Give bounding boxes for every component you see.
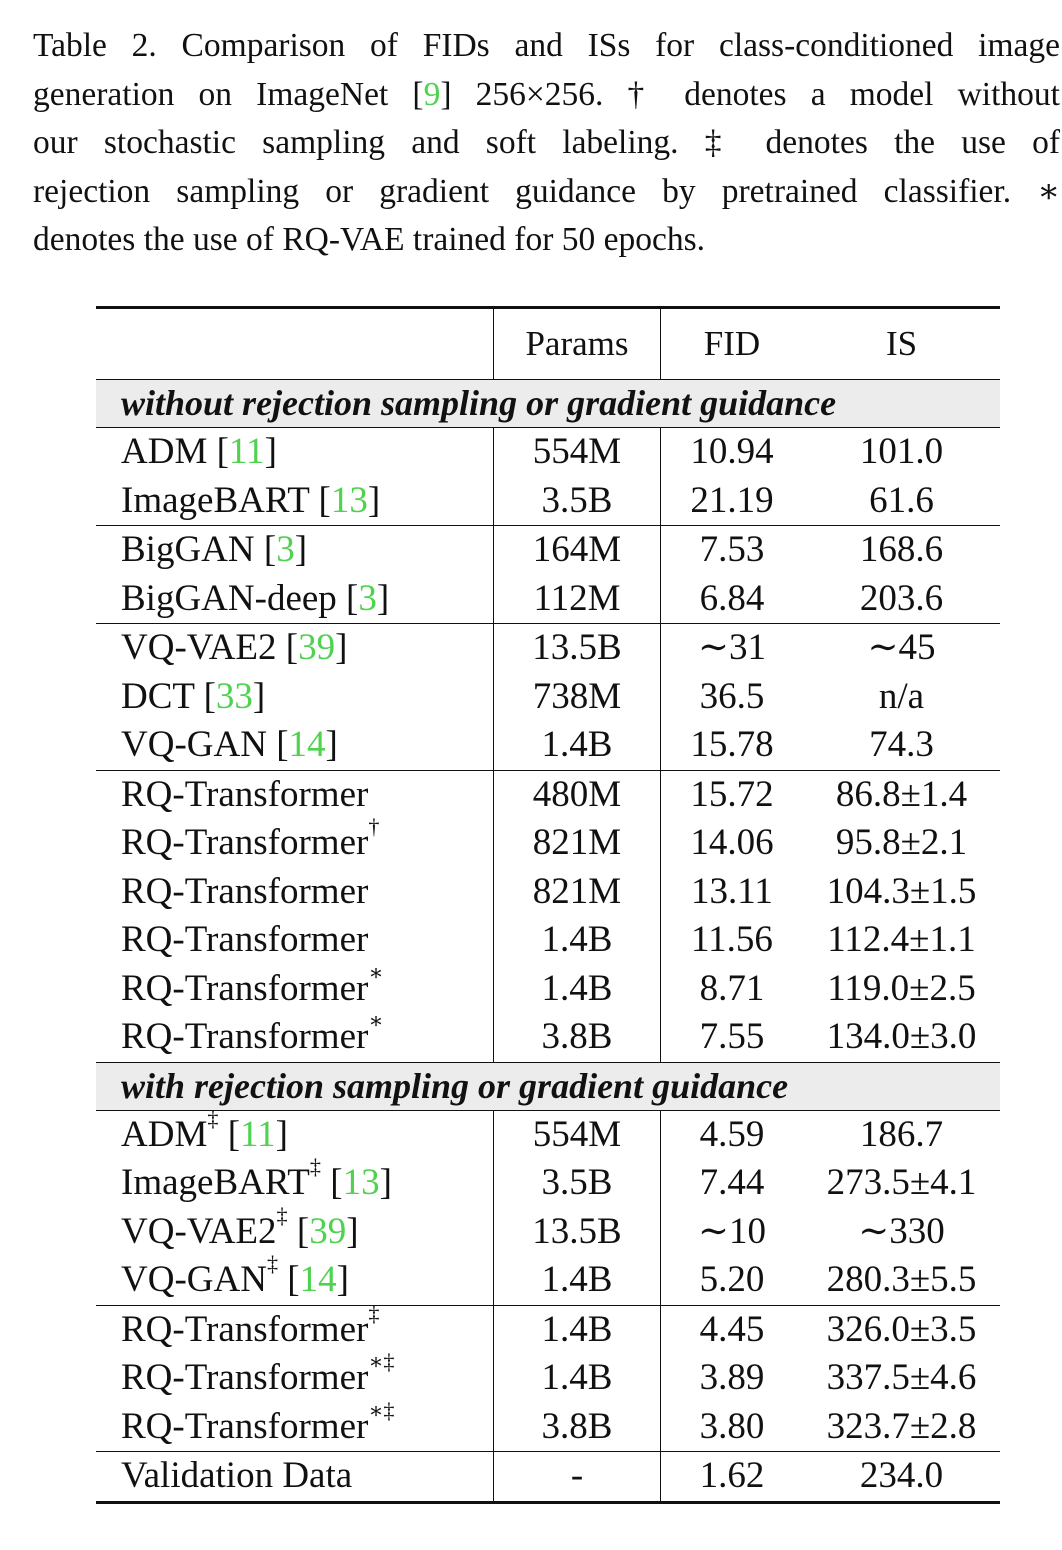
table-row: [96, 819, 1000, 868]
fid-cell: 21.19: [690, 479, 774, 521]
table-row: [96, 624, 1000, 673]
params-cell: 738M: [494, 673, 661, 722]
table-row: [96, 868, 1000, 917]
citation-link[interactable]: 14: [299, 1259, 337, 1300]
table-row: [96, 1256, 1000, 1305]
caption-line-2: generation on ImageNet [9] 256×256. † denotes a model without: [33, 75, 1060, 113]
fid-cell: 3.89: [699, 1357, 765, 1398]
fid-cell: ∼10: [697, 1210, 766, 1252]
model-name: VQ-VAE2: [121, 627, 277, 668]
fid-cell: 10.94: [690, 431, 774, 472]
header-is: IS: [885, 324, 918, 363]
model-superscript: ∗: [368, 1008, 384, 1034]
section-title: without rejection sampling or gradient guidance: [96, 380, 1000, 428]
fid-cell: 15.72: [661, 770, 804, 819]
fid-cell: 7.55: [699, 1016, 765, 1057]
table-row: [96, 575, 1000, 624]
model-name: Validation Data: [121, 1455, 353, 1496]
is-cell: 234.0: [803, 1452, 1000, 1503]
model-name-cell: ImageBART‡ [13]: [121, 1154, 392, 1203]
results-table: [96, 306, 1000, 1504]
table-row: [96, 721, 1000, 770]
table-row: [96, 1305, 1000, 1354]
model-name-cell: [96, 868, 494, 917]
model-name: ImageBART: [121, 479, 310, 521]
model-superscript: †: [368, 814, 380, 840]
model-name-cell: BigGAN-deep [3]: [121, 577, 390, 619]
is-cell: 323.7±2.8: [826, 1405, 977, 1447]
citation-link[interactable]: 3: [358, 577, 377, 619]
model-superscript: ‡: [276, 1202, 288, 1228]
model-name-cell: ADM [11]: [121, 431, 277, 472]
model-name: VQ-GAN: [121, 1259, 267, 1300]
params-cell: 1.4B: [494, 721, 661, 770]
params-cell: 821M: [494, 819, 661, 868]
fid-cell: 5.20: [699, 1259, 765, 1300]
model-superscript: ‡: [309, 1154, 321, 1180]
params-cell: 1.4B: [494, 1256, 661, 1305]
table-row: [96, 526, 1000, 575]
table-body: [96, 380, 1000, 1503]
is-cell: 112.4±1.1: [827, 919, 976, 960]
model-name: RQ-Transformer: [121, 870, 369, 912]
fid-cell: 4.59: [699, 1113, 765, 1155]
params-cell: 112M: [494, 575, 661, 624]
model-name-cell: [96, 916, 494, 965]
model-name: RQ-Transformer: [121, 822, 369, 863]
model-superscript: ∗‡: [368, 1349, 395, 1375]
params-cell: 3.8B: [494, 1403, 661, 1452]
model-superscript: ‡: [368, 1300, 380, 1326]
section-header-row: [96, 380, 1000, 428]
citation-link[interactable]: 39: [298, 627, 336, 668]
caption-line-3: our stochastic sampling and soft labeling. ‡ denotes the use of: [33, 124, 1060, 161]
fid-cell: 11.56: [691, 919, 773, 960]
model-superscript: ‡: [266, 1251, 279, 1277]
is-cell: n/a: [878, 675, 925, 717]
caption-line-1: Table 2. Comparison of FIDs and ISs for class-conditioned image: [33, 27, 1060, 64]
params-cell: 13.5B: [494, 624, 661, 673]
model-superscript: ∗: [368, 959, 384, 985]
table-row: [96, 965, 1000, 1014]
model-name-cell: [96, 1452, 494, 1503]
model-name: BigGAN-deep: [121, 577, 337, 619]
is-cell: ∼45: [803, 624, 1000, 673]
model-name: RQ-Transformer: [121, 1016, 369, 1057]
fid-cell: 14.06: [690, 822, 774, 863]
params-cell: 3.8B: [494, 1013, 661, 1062]
model-name-cell: [96, 1300, 494, 1354]
header-model: [96, 308, 494, 380]
table-row: [96, 916, 1000, 965]
model-superscript: ‡: [207, 1105, 219, 1131]
fid-cell: 15.78: [690, 724, 774, 765]
params-cell: 164M: [494, 526, 661, 575]
model-name-cell: VQ-GAN‡ [14]: [121, 1251, 349, 1300]
is-cell: 119.0±2.5: [827, 967, 976, 1009]
fid-cell: ∼31: [661, 624, 804, 673]
fid-cell: 7.53: [661, 526, 804, 575]
params-cell: 554M: [494, 1110, 661, 1159]
is-cell: 86.8±1.4: [803, 770, 1000, 819]
model-name: DCT: [121, 675, 195, 717]
fid-cell: 1.62: [661, 1452, 804, 1503]
fid-cell: 3.80: [699, 1405, 765, 1447]
model-name: RQ-Transformer: [121, 967, 369, 1009]
is-cell: 168.6: [803, 526, 1000, 575]
model-name-cell: DCT [33]: [121, 675, 266, 717]
params-cell: 1.4B: [494, 965, 661, 1014]
citation-link[interactable]: 11: [240, 1113, 276, 1155]
citation-link[interactable]: 13: [330, 479, 368, 521]
params-cell: 1.4B: [494, 1305, 661, 1354]
params-cell: 821M: [494, 868, 661, 917]
model-name-cell: VQ-GAN [14]: [121, 724, 338, 765]
model-name-cell: [96, 770, 494, 819]
model-name: BigGAN: [121, 529, 255, 570]
citation-link[interactable]: 39: [309, 1210, 347, 1252]
table-header-row: [96, 308, 1000, 380]
table-row: [96, 1403, 1000, 1452]
model-name-cell: [96, 1008, 494, 1062]
table-row: [96, 477, 1000, 526]
table-row: [96, 770, 1000, 819]
citation-link[interactable]: 3: [276, 529, 295, 570]
model-name-cell: BigGAN [3]: [96, 526, 494, 575]
params-cell: 480M: [494, 770, 661, 819]
citation-link[interactable]: 33: [215, 675, 253, 717]
model-name-cell: [96, 959, 494, 1014]
is-cell: 74.3: [869, 724, 934, 765]
citation-link[interactable]: 14: [288, 724, 326, 765]
params-cell: -: [494, 1452, 661, 1503]
params-cell: 554M: [494, 428, 661, 477]
table-row: [96, 428, 1000, 477]
table-row: [96, 1159, 1000, 1208]
table-row: [96, 1208, 1000, 1257]
params-cell: 13.5B: [494, 1208, 661, 1257]
params-cell: 1.4B: [494, 1354, 661, 1403]
is-cell: 280.3±5.5: [826, 1259, 977, 1300]
model-name-cell: ADM‡ [11]: [121, 1105, 288, 1155]
model-superscript: ∗‡: [368, 1397, 395, 1423]
model-name-cell: [96, 1349, 494, 1403]
table-caption: [33, 22, 1062, 265]
model-name-cell: VQ-VAE2‡ [39]: [121, 1202, 359, 1252]
is-cell: 186.7: [859, 1113, 944, 1155]
fid-cell: 8.71: [699, 967, 765, 1009]
params-cell: 3.5B: [494, 1159, 661, 1208]
model-name-cell: VQ-VAE2 [39]: [96, 624, 494, 673]
section-title: with rejection sampling or gradient guidance: [96, 1062, 1000, 1110]
model-name: VQ-VAE2: [121, 1210, 277, 1252]
model-name-cell: ImageBART [13]: [121, 479, 381, 521]
model-name: RQ-Transformer: [121, 1308, 369, 1350]
is-cell: 203.6: [859, 577, 944, 619]
model-name: RQ-Transformer: [121, 919, 369, 960]
is-cell: 273.5±4.1: [826, 1162, 977, 1203]
fid-cell: 4.45: [661, 1305, 804, 1354]
model-name: ADM: [121, 431, 208, 472]
model-name: ImageBART: [121, 1162, 310, 1203]
table-row: [96, 673, 1000, 722]
caption-line-5: denotes the use of RQ-VAE trained for 50 epochs.: [33, 221, 706, 258]
is-cell: 104.3±1.5: [826, 870, 977, 912]
header-params: Params: [494, 308, 661, 380]
fid-cell: 6.84: [699, 577, 765, 619]
is-cell: 95.8±2.1: [835, 822, 968, 863]
fid-cell: 36.5: [699, 675, 765, 717]
caption-line-4: rejection sampling or gradient guidance by pretrained classifier. ∗: [33, 172, 1060, 210]
model-name-cell: [96, 814, 494, 868]
is-cell: 101.0: [859, 431, 944, 472]
fid-cell: 13.11: [691, 870, 773, 912]
table-row: [96, 1354, 1000, 1403]
table-row: [96, 1110, 1000, 1159]
is-cell: 61.6: [869, 479, 934, 521]
params-cell: 3.5B: [494, 477, 661, 526]
is-cell: ∼330: [858, 1210, 945, 1252]
is-cell: 337.5±4.6: [826, 1357, 977, 1398]
citation-link[interactable]: 13: [342, 1162, 380, 1203]
model-name: RQ-Transformer: [121, 1357, 369, 1398]
table-row: [96, 1013, 1000, 1062]
model-name-cell: [96, 1397, 494, 1452]
model-name: VQ-GAN: [121, 724, 267, 765]
fid-cell: 7.44: [699, 1162, 765, 1203]
is-cell: 134.0±3.0: [826, 1016, 977, 1057]
model-name: RQ-Transformer: [121, 1405, 369, 1447]
table-row: [96, 1452, 1000, 1503]
model-name: RQ-Transformer: [121, 773, 369, 815]
section-header-row: [96, 1062, 1000, 1110]
citation-link[interactable]: 9: [423, 75, 441, 113]
model-name: ADM: [121, 1113, 208, 1155]
citation-link[interactable]: 11: [228, 431, 265, 472]
header-fid: FID: [703, 324, 761, 363]
params-cell: 1.4B: [494, 916, 661, 965]
is-cell: 326.0±3.5: [803, 1305, 1000, 1354]
